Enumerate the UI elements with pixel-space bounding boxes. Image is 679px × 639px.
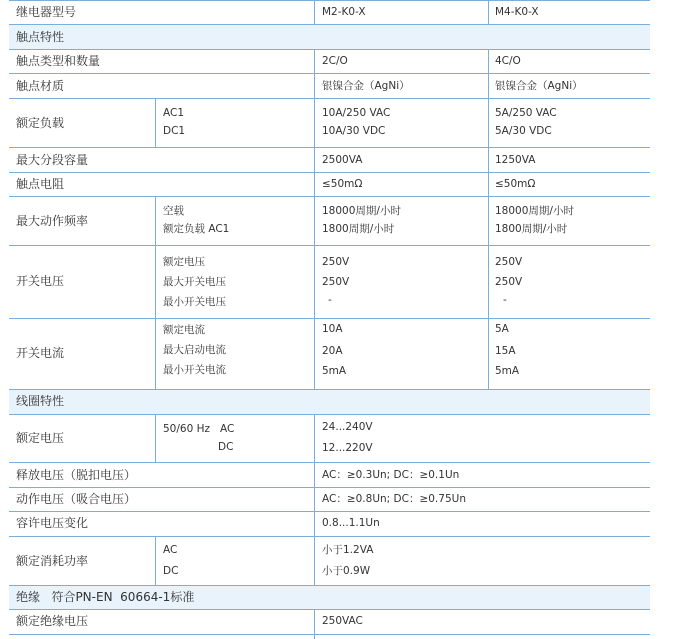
- switch-current-m2: 5mA: [322, 365, 347, 377]
- max-frequency-m4: 1800周期/小时: [495, 223, 568, 235]
- switch-current-sub: 最小开关电流: [163, 364, 226, 376]
- coil-rated-voltage-sub: 50/60 Hz AC: [163, 423, 235, 435]
- coil-rated-voltage-sub: DC: [218, 441, 234, 453]
- switch-current-m4: 15A: [495, 345, 516, 357]
- max-frequency-m4: 18000周期/小时: [495, 205, 574, 217]
- release-voltage-value: AC：≥0.3Un; DC：≥0.1Un: [322, 469, 460, 481]
- section-band-coil: [9, 389, 650, 414]
- contact-resistance-label: 触点电阻: [16, 177, 65, 191]
- contact-type-label: 触点类型和数量: [16, 54, 101, 68]
- row-divider: [9, 245, 650, 246]
- contact-material-label: 触点材质: [16, 79, 65, 93]
- contact-type-m2: 2C/O: [322, 55, 348, 67]
- switch-current-label: 开关电流: [16, 346, 65, 360]
- coil-rated-voltage-value: 12...220V: [322, 442, 373, 454]
- max-breaking-label: 最大分段容量: [16, 153, 89, 167]
- rated-power-label: 额定消耗功率: [16, 554, 89, 568]
- row-divider: [9, 634, 650, 635]
- rated-power-sub: DC: [163, 565, 179, 577]
- max-frequency-label: 最大动作频率: [16, 214, 89, 228]
- voltage-tolerance-label: 容许电压变化: [16, 516, 89, 530]
- contact-material-m4: 银镍合金（AgNi）: [495, 80, 583, 92]
- rated-insulation-label: 额定绝缘电压: [16, 614, 89, 628]
- rated-load-label: 额定负载: [16, 116, 65, 130]
- coil-rated-voltage-label: 额定电压: [16, 431, 65, 445]
- switch-voltage-m4: -: [503, 294, 507, 306]
- row-divider: [9, 24, 650, 25]
- rated-load-m2: 10A/30 VDC: [322, 125, 386, 137]
- switch-voltage-sub: 最小开关电压: [163, 296, 226, 308]
- row-divider: [9, 609, 650, 610]
- switch-voltage-m4: 250V: [495, 276, 523, 288]
- switch-voltage-m2: 250V: [322, 276, 350, 288]
- switch-current-m2: 20A: [322, 345, 343, 357]
- row-divider: [9, 511, 650, 512]
- rated-load-sub: DC1: [163, 125, 186, 137]
- max-frequency-m2: 1800周期/小时: [322, 223, 395, 235]
- row-divider: [9, 389, 650, 390]
- rated-load-m4: 5A/30 VDC: [495, 125, 552, 137]
- row-divider: [9, 414, 650, 415]
- switch-voltage-sub: 额定电压: [163, 256, 205, 268]
- row-divider: [9, 318, 650, 319]
- rated-load-m2: 10A/250 VAC: [322, 107, 391, 119]
- section-title-contact: 触点特性: [16, 30, 65, 44]
- col-divider: [155, 196, 156, 389]
- switch-current-m4: 5A: [495, 323, 509, 335]
- coil-rated-voltage-value: 24...240V: [322, 421, 373, 433]
- row-divider: [9, 487, 650, 488]
- header-model-m2: M2-K0-X: [322, 6, 366, 18]
- operate-voltage-label: 动作电压（吸合电压）: [16, 492, 137, 506]
- col-divider: [155, 536, 156, 585]
- switch-voltage-m2: 250V: [322, 256, 350, 268]
- switch-current-m2: 10A: [322, 323, 343, 335]
- rated-load-sub: AC1: [163, 107, 185, 119]
- switch-current-sub: 额定电流: [163, 324, 205, 336]
- rated-insulation-value: 250VAC: [322, 615, 363, 627]
- header-label: 继电器型号: [16, 5, 77, 19]
- row-divider: [9, 0, 650, 1]
- row-divider: [9, 196, 650, 197]
- contact-material-m2: 银镍合金（AgNi）: [322, 80, 410, 92]
- col-divider: [155, 98, 156, 147]
- col-divider: [488, 49, 489, 389]
- section-title-insulation: 绝缘 符合PN-EN 60664-1标准: [16, 590, 195, 604]
- section-title-coil: 线圈特性: [16, 394, 65, 408]
- rated-load-m4: 5A/250 VAC: [495, 107, 557, 119]
- contact-type-m4: 4C/O: [495, 55, 521, 67]
- row-divider: [9, 585, 650, 586]
- row-divider: [9, 49, 650, 50]
- voltage-tolerance-value: 0.8...1.1Un: [322, 517, 380, 529]
- col-divider: [314, 609, 315, 639]
- row-divider: [9, 147, 650, 148]
- section-band-contact: [9, 24, 650, 49]
- rated-power-value: 小于0.9W: [322, 565, 371, 577]
- rated-power-sub: AC: [163, 544, 178, 556]
- switch-voltage-m4: 250V: [495, 256, 523, 268]
- row-divider: [9, 172, 650, 173]
- switch-voltage-sub: 最大开关电压: [163, 276, 226, 288]
- switch-current-sub: 最大启动电流: [163, 344, 226, 356]
- col-divider: [314, 49, 315, 389]
- max-frequency-sub: 额定负载 AC1: [163, 223, 230, 235]
- col-divider: [314, 0, 315, 24]
- contact-resistance-m4: ≤50mΩ: [495, 178, 536, 190]
- release-voltage-label: 释放电压（脱扣电压）: [16, 468, 137, 482]
- max-breaking-m2: 2500VA: [322, 154, 363, 166]
- contact-resistance-m2: ≤50mΩ: [322, 178, 363, 190]
- max-breaking-m4: 1250VA: [495, 154, 536, 166]
- rated-power-value: 小于1.2VA: [322, 544, 374, 556]
- max-frequency-m2: 18000周期/小时: [322, 205, 401, 217]
- row-divider: [9, 98, 650, 99]
- row-divider: [9, 462, 650, 463]
- switch-current-m4: 5mA: [495, 365, 520, 377]
- max-frequency-sub: 空载: [163, 205, 184, 217]
- header-model-m4: M4-K0-X: [495, 6, 539, 18]
- col-divider: [314, 414, 315, 585]
- switch-voltage-m2: -: [328, 294, 332, 306]
- row-divider: [9, 73, 650, 74]
- switch-voltage-label: 开关电压: [16, 274, 65, 288]
- row-divider: [9, 536, 650, 537]
- operate-voltage-value: AC：≥0.8Un; DC：≥0.75Un: [322, 493, 466, 505]
- col-divider: [155, 414, 156, 462]
- col-divider: [488, 0, 489, 24]
